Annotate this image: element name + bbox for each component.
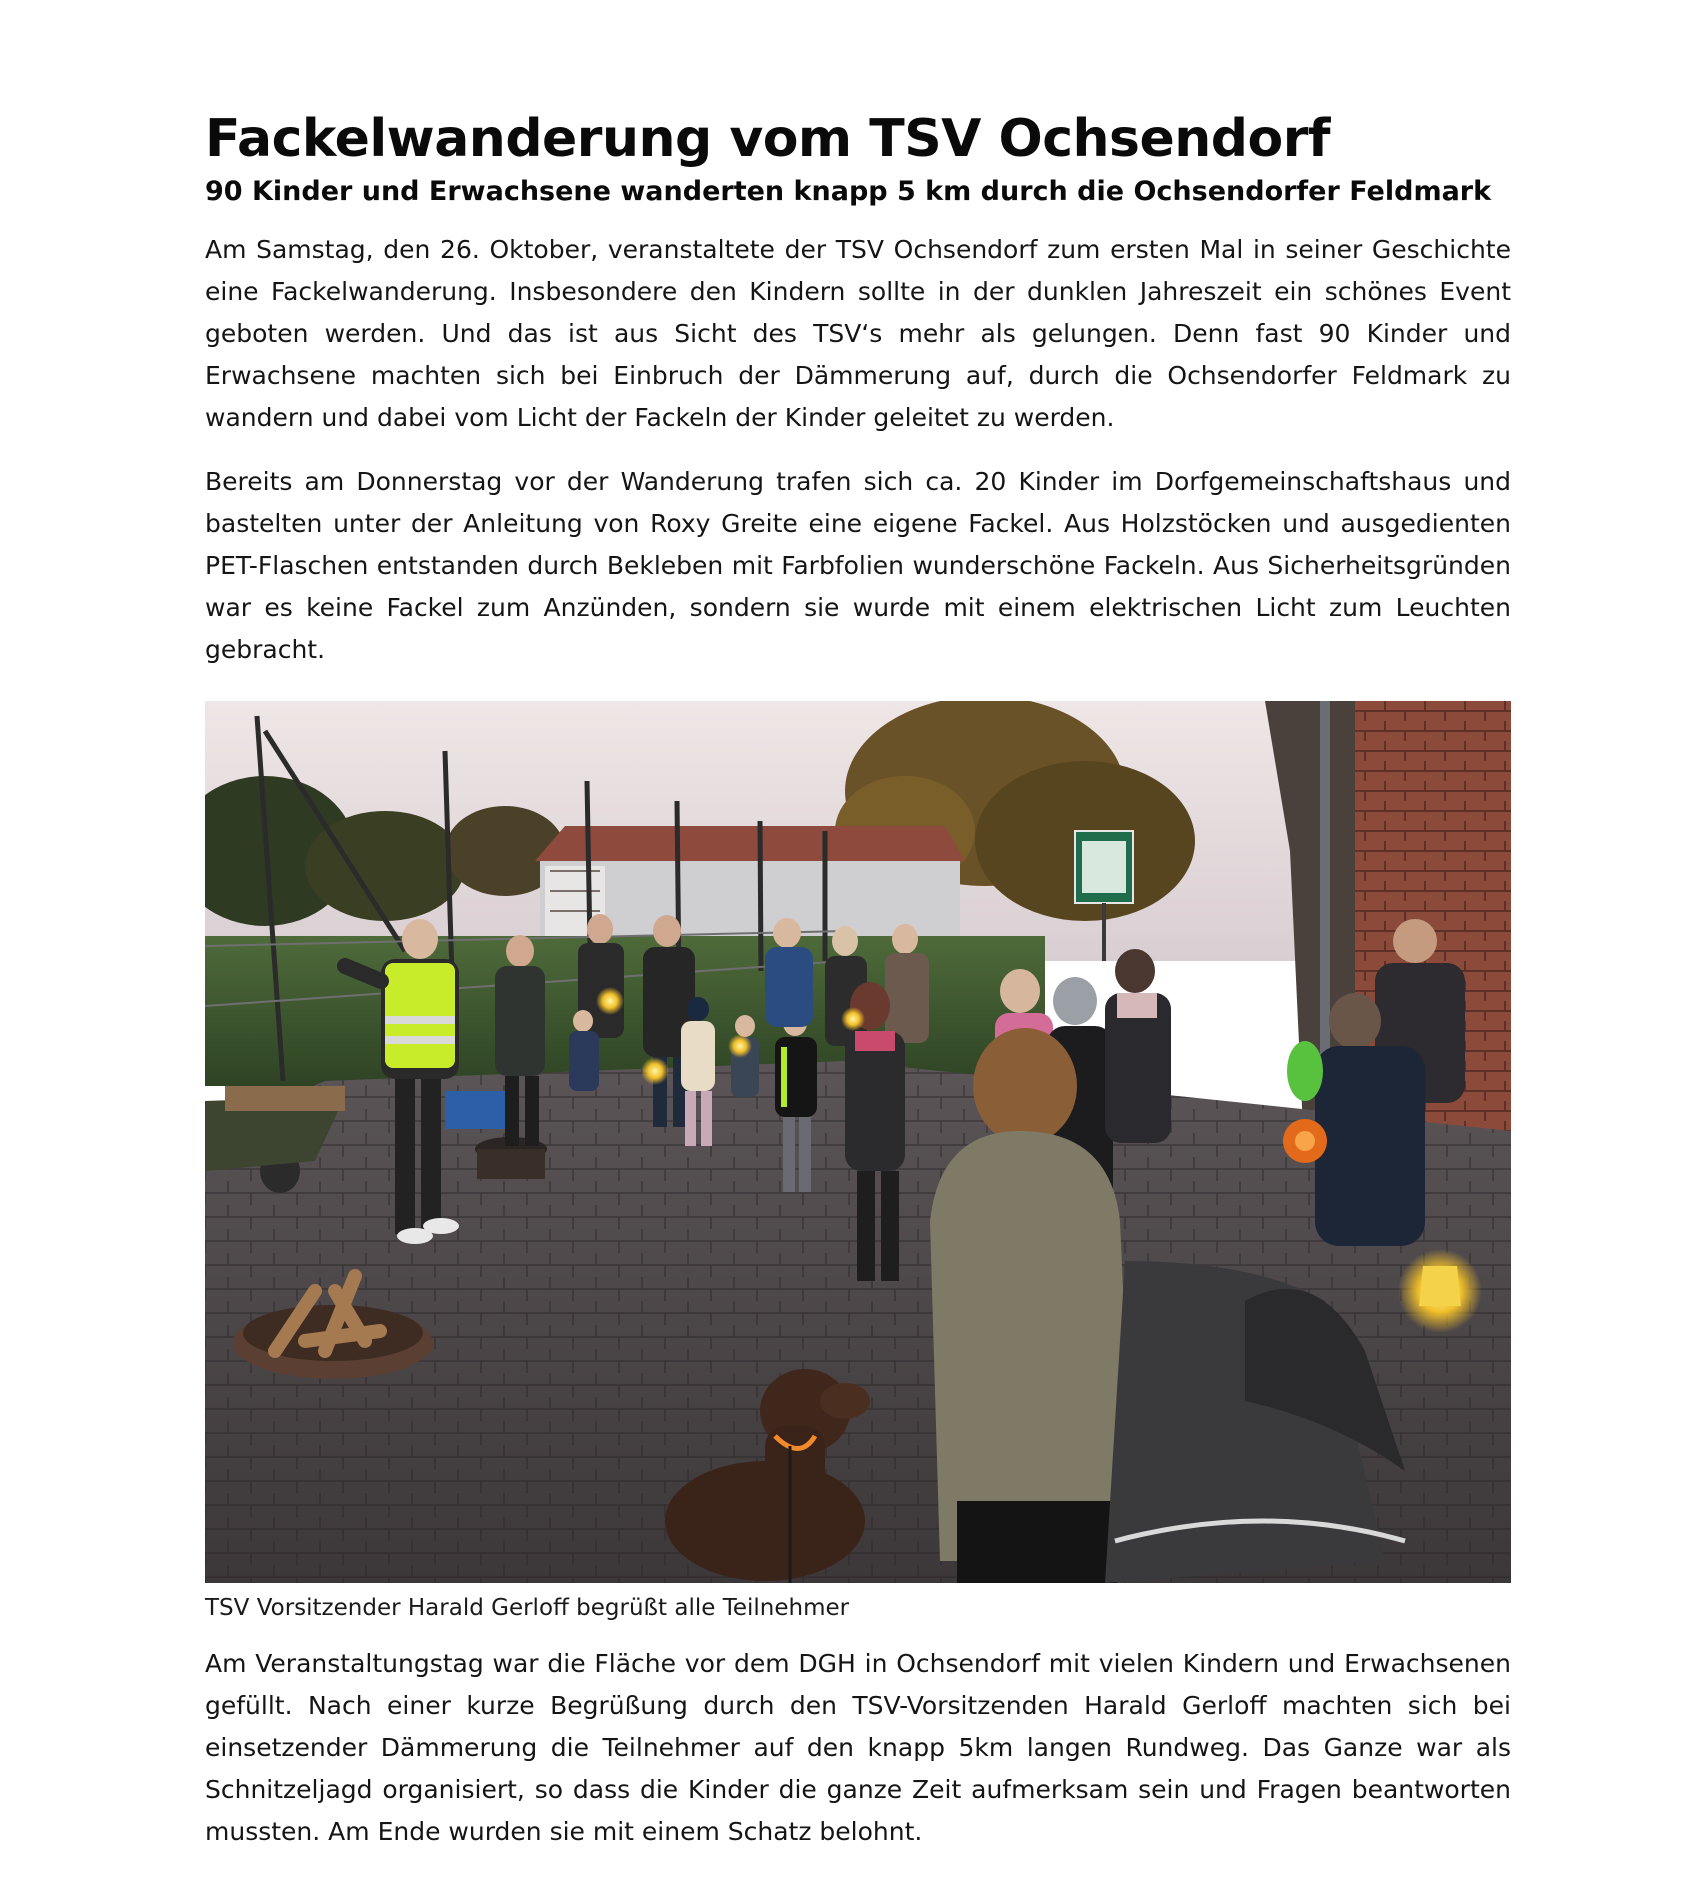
article-subtitle: 90 Kinder und Erwachsene wanderten knapp 5 km durch die Ochsendorfer Feldmark xyxy=(205,176,1492,208)
paragraph-3: Am Veranstaltungstag war die Fläche vor dem DGH in Ochsendorf mit vielen Kindern und Erwachsenen gefüllt. Nach einer kurze Begrüßung durch den TSV-Vorsitzenden Harald Gerloff machten sich bei einsetzender Dämmerung die Teilnehmer auf den knapp 5km langen Rundweg. Das Ganze war als Schnitzeljagd organisiert, so dass die Kinder die ganze Zeit aufmerksam sein und Fragen beantworten mussten. Am Ende wurden sie mit einem Schatz belohnt. xyxy=(205,1649,1511,1847)
event-photo xyxy=(205,701,1511,1583)
photo-caption: TSV Vorsitzender Harald Gerloff begrüßt alle Teilnehmer xyxy=(205,1595,850,1622)
paragraph-2: Bereits am Donnerstag vor der Wanderung trafen sich ca. 20 Kinder im Dorfgemeinschaftshaus und bastelten unter der Anleitung von Roxy Greite eine eigene Fackel. Aus Holzstöcken und ausgedienten PET-Flaschen entstanden durch Bekleben mit Farbfolien wunderschöne Fackeln. Aus Sicherheitsgründen war es keine Fackel zum Anzünden, sondern sie wurde mit einem elektrischen Licht zum Leuchten gebracht. xyxy=(205,467,1511,665)
photo-figure xyxy=(205,701,1511,1625)
article xyxy=(205,110,1511,1875)
paragraph-1: Am Samstag, den 26. Oktober, veranstaltete der TSV Ochsendorf zum ersten Mal in seiner Geschichte eine Fackelwanderung. Insbesondere den Kindern sollte in der dunklen Jahreszeit ein schönes Event geboten werden. Und das ist aus Sicht des TSV‘s mehr als gelungen. Denn fast 90 Kinder und Erwachsene machten sich bei Einbruch der Dämmerung auf, durch die Ochsendorfer Feldmark zu wandern und dabei vom Licht der Fackeln der Kinder geleitet zu werden. xyxy=(205,235,1511,433)
article-title: Fackelwanderung vom TSV Ochsendorf xyxy=(205,109,1330,169)
